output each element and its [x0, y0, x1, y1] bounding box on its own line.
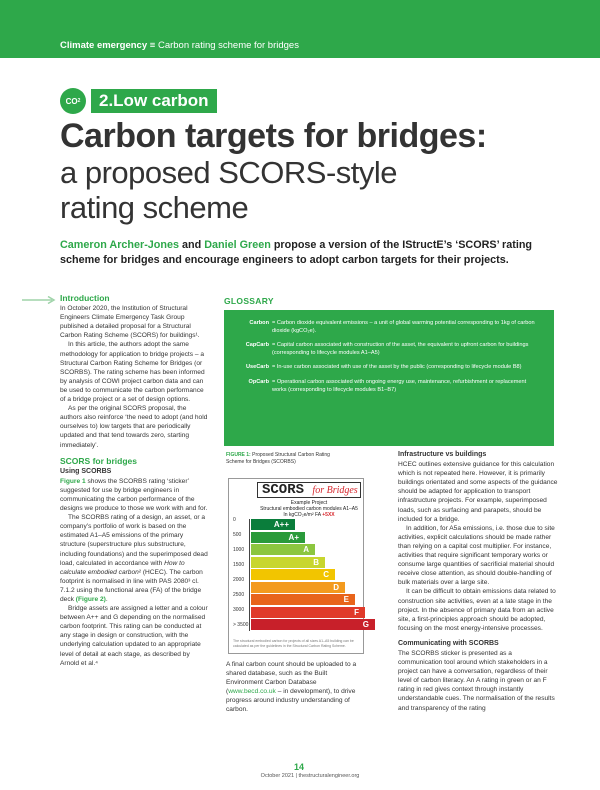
col3-para-2: In addition, for A5a emissions, i.e. those due to site activities, explicit calculations should be made rather than relying on a capital cost multiplier. For instance, activities that require significant temporary works or consume large quantities of sacrificial material should receive close attention, as should double-handling of bulk materials over a large site. [398, 524, 555, 587]
scorbs-sticker [228, 478, 369, 654]
axis-tick-label: 1000 [233, 547, 245, 553]
column-3 [398, 450, 558, 713]
rating-band-c: C [251, 569, 335, 580]
scors-subheading: Using SCORBS [60, 467, 112, 475]
top-banner [0, 0, 600, 58]
author-2: Daniel Green [204, 239, 271, 251]
intro-para-2: In this article, the authors adopt the same methodology for application to bridge projects – a Structural Carbon Rating Scheme for Bridges (or SCORBS). The rating scheme has been informed by analysis of COWI project carbon data and can be used to communicate the carbon performance of a bridge project or a set of design options. [60, 341, 205, 404]
glossary-item: OpCarb = Operational carbon associated with ongoing energy use, maintenance, refurbishment or replacement works (corresponding to lifecycle modules B1–B7) [248, 378, 527, 393]
figure-caption: FIGURE 1: Proposed Structural Carbon Rating Scheme for Bridges (SCORBS) [226, 452, 330, 465]
sticker-subtitle: Example Project Structural embodied carbon modules A1–A5 In kgCO₂e/m² FA +5XX [260, 500, 358, 518]
rating-band-aplus: A+ [251, 532, 305, 543]
col3-para-3: It can be difficult to obtain emissions data related to construction site activities, even at a late stage in the project. In the absence of primary data from an active site, a first-principles approach should be adopted, focusing on the most energy-intensive processes. [398, 588, 556, 632]
figure-2-link[interactable]: (Figure 2) [75, 596, 106, 603]
col3-para-4: The SCORBS sticker is presented as a communication tool around which stakeholders in a project can have a conversation, regardless of their level of carbon literacy. An A rating in green or an F rating in red gives context through instantly understandable cues. The normalisation of the results and transparency of the rating [398, 649, 555, 712]
scors-para-3: Bridge assets are assigned a letter and a colour between A++ and G depending on the normalised carbon footprint. This rating can be conducted at any stage in design or construction, with the underlying calculation updated to an appropriate level of detail at each stage, as described by Arnold et al.⁴ [60, 605, 208, 667]
rating-band-aplusplus: A++ [251, 519, 295, 530]
title-line-3: rating scheme [60, 190, 249, 225]
glossary-item: UseCarb = In-use carbon associated with use of the asset by the public (corresponding to lifecycle module B8) [245, 364, 522, 371]
column-2-text: A final carbon count should be uploaded to a shared database, such as the Built Environment Carbon Database (www.becd.co.uk – in development), to drive progress around industry understanding of carbon. [226, 661, 357, 714]
axis-tick-label: 0 [233, 517, 236, 523]
communicating-heading: Communicating with SCORBS [398, 639, 499, 647]
sticker-title: SCORS for Bridges [257, 482, 361, 498]
rating-band-e: E [251, 594, 355, 605]
title-line-2: a proposed SCORS-style [60, 155, 398, 190]
axis-tick-label: 500 [233, 532, 242, 538]
intro-heading: Introduction [60, 293, 110, 303]
sticker-note: The structural embodied carbon for projects of all sizes A1–A5 building can be calculated as per the guidelines in the Structural Carbon Rating Scheme. [233, 639, 354, 648]
title-line-1: Carbon targets for bridges: [60, 117, 487, 155]
axis-tick-label: 2500 [233, 592, 245, 598]
rating-axis [249, 519, 250, 631]
co2-icon: CO 2 [60, 88, 86, 114]
rating-band-b: B [251, 557, 325, 568]
section-tag [60, 88, 217, 114]
becd-link[interactable]: www.becd.co.uk [228, 688, 276, 696]
axis-tick-label: 2000 [233, 577, 245, 583]
breadcrumb: Climate emergency ≡ Carbon rating scheme for bridges [60, 40, 299, 51]
column-1 [60, 294, 210, 668]
scors-heading: SCORS for bridges [60, 455, 137, 466]
figure-1-link[interactable]: Figure 1 [60, 477, 86, 485]
standfirst: Cameron Archer-Jones and Daniel Green propose a version of the IStructE’s ‘SCORS’ rating scheme for bridges and encourage engineers to adopt carbon targets for their projects. [60, 239, 533, 266]
intro-para-1: In October 2020, the Institution of Structural Engineers Climate Emergency Task Group published a detailed proposal for a Structural Carbon Rating Scheme (SCORS) for buildings¹. [60, 305, 200, 340]
scors-para-1: Figure 1 shows the SCORBS rating ‘sticker’ suggested for use by bridge engineers in communicating the carbon performance of the designs we produce to those we work with and for. [60, 477, 208, 513]
glossary-box [224, 310, 554, 446]
glossary-title: GLOSSARY [224, 296, 274, 306]
page-number: 14 [294, 762, 305, 772]
col3-para-1: HCEC outlines extensive guidance for this calculation which is not repeated here. However, it is primarily buildings orientated and some aspects of the guidance should be adapted for application to transport infrastructure projects. For example, superimposed loads, such as surfacing and parapets, should be included for a bridge. [398, 461, 558, 523]
glossary-item: CapCarb = Capital carbon associated with construction of the asset, the equivalent to upfront carbon for buildings (corresponding to lifecycle modules A1–A5) [245, 342, 529, 356]
scors-para-2: The SCORBS rating of a design, an asset, or a company’s portfolio of work is based on the estimated A1–A5 emissions of the primary structure (superstructure plus substructure, including foundations) and the superimposed dead load, calculated in accordance with How to calculate embodied carbon² (HCEC). The carbon footprint is normalised in line with PAS 2080³ cl. 7.1.2 using the functional area (FA) of the bridge deck (Figure 2). [60, 514, 208, 603]
footer-line: October 2021 | thestructuralengineer.org [260, 773, 360, 779]
axis-tick-label: > 3500 [233, 622, 249, 628]
infra-heading: Infrastructure vs buildings [398, 451, 487, 458]
rating-band-f: F [251, 607, 365, 618]
intro-para-3: As per the original SCORS proposal, the authors also reinforce ‘the need to adopt (and hold ourselves to) low targets that are periodically updated and that tend towards zero, starting immediately’. [60, 405, 208, 449]
axis-tick-label: 1500 [233, 562, 245, 568]
axis-tick-label: 3000 [233, 607, 245, 613]
rating-band-d: D [251, 582, 345, 593]
article-title [60, 118, 580, 225]
arrow-right-icon [22, 296, 56, 304]
rating-band-a: A [251, 544, 315, 555]
author-1: Cameron Archer-Jones [60, 239, 180, 251]
section-label: 2.Low carbon [91, 89, 217, 113]
rating-band-g: G [251, 619, 375, 630]
glossary-item: Carbon = Carbon dioxide equivalent emissions – a unit of global warming potential corresponding to 1kg of carbon dioxide (kgCO₂e). [249, 320, 535, 334]
